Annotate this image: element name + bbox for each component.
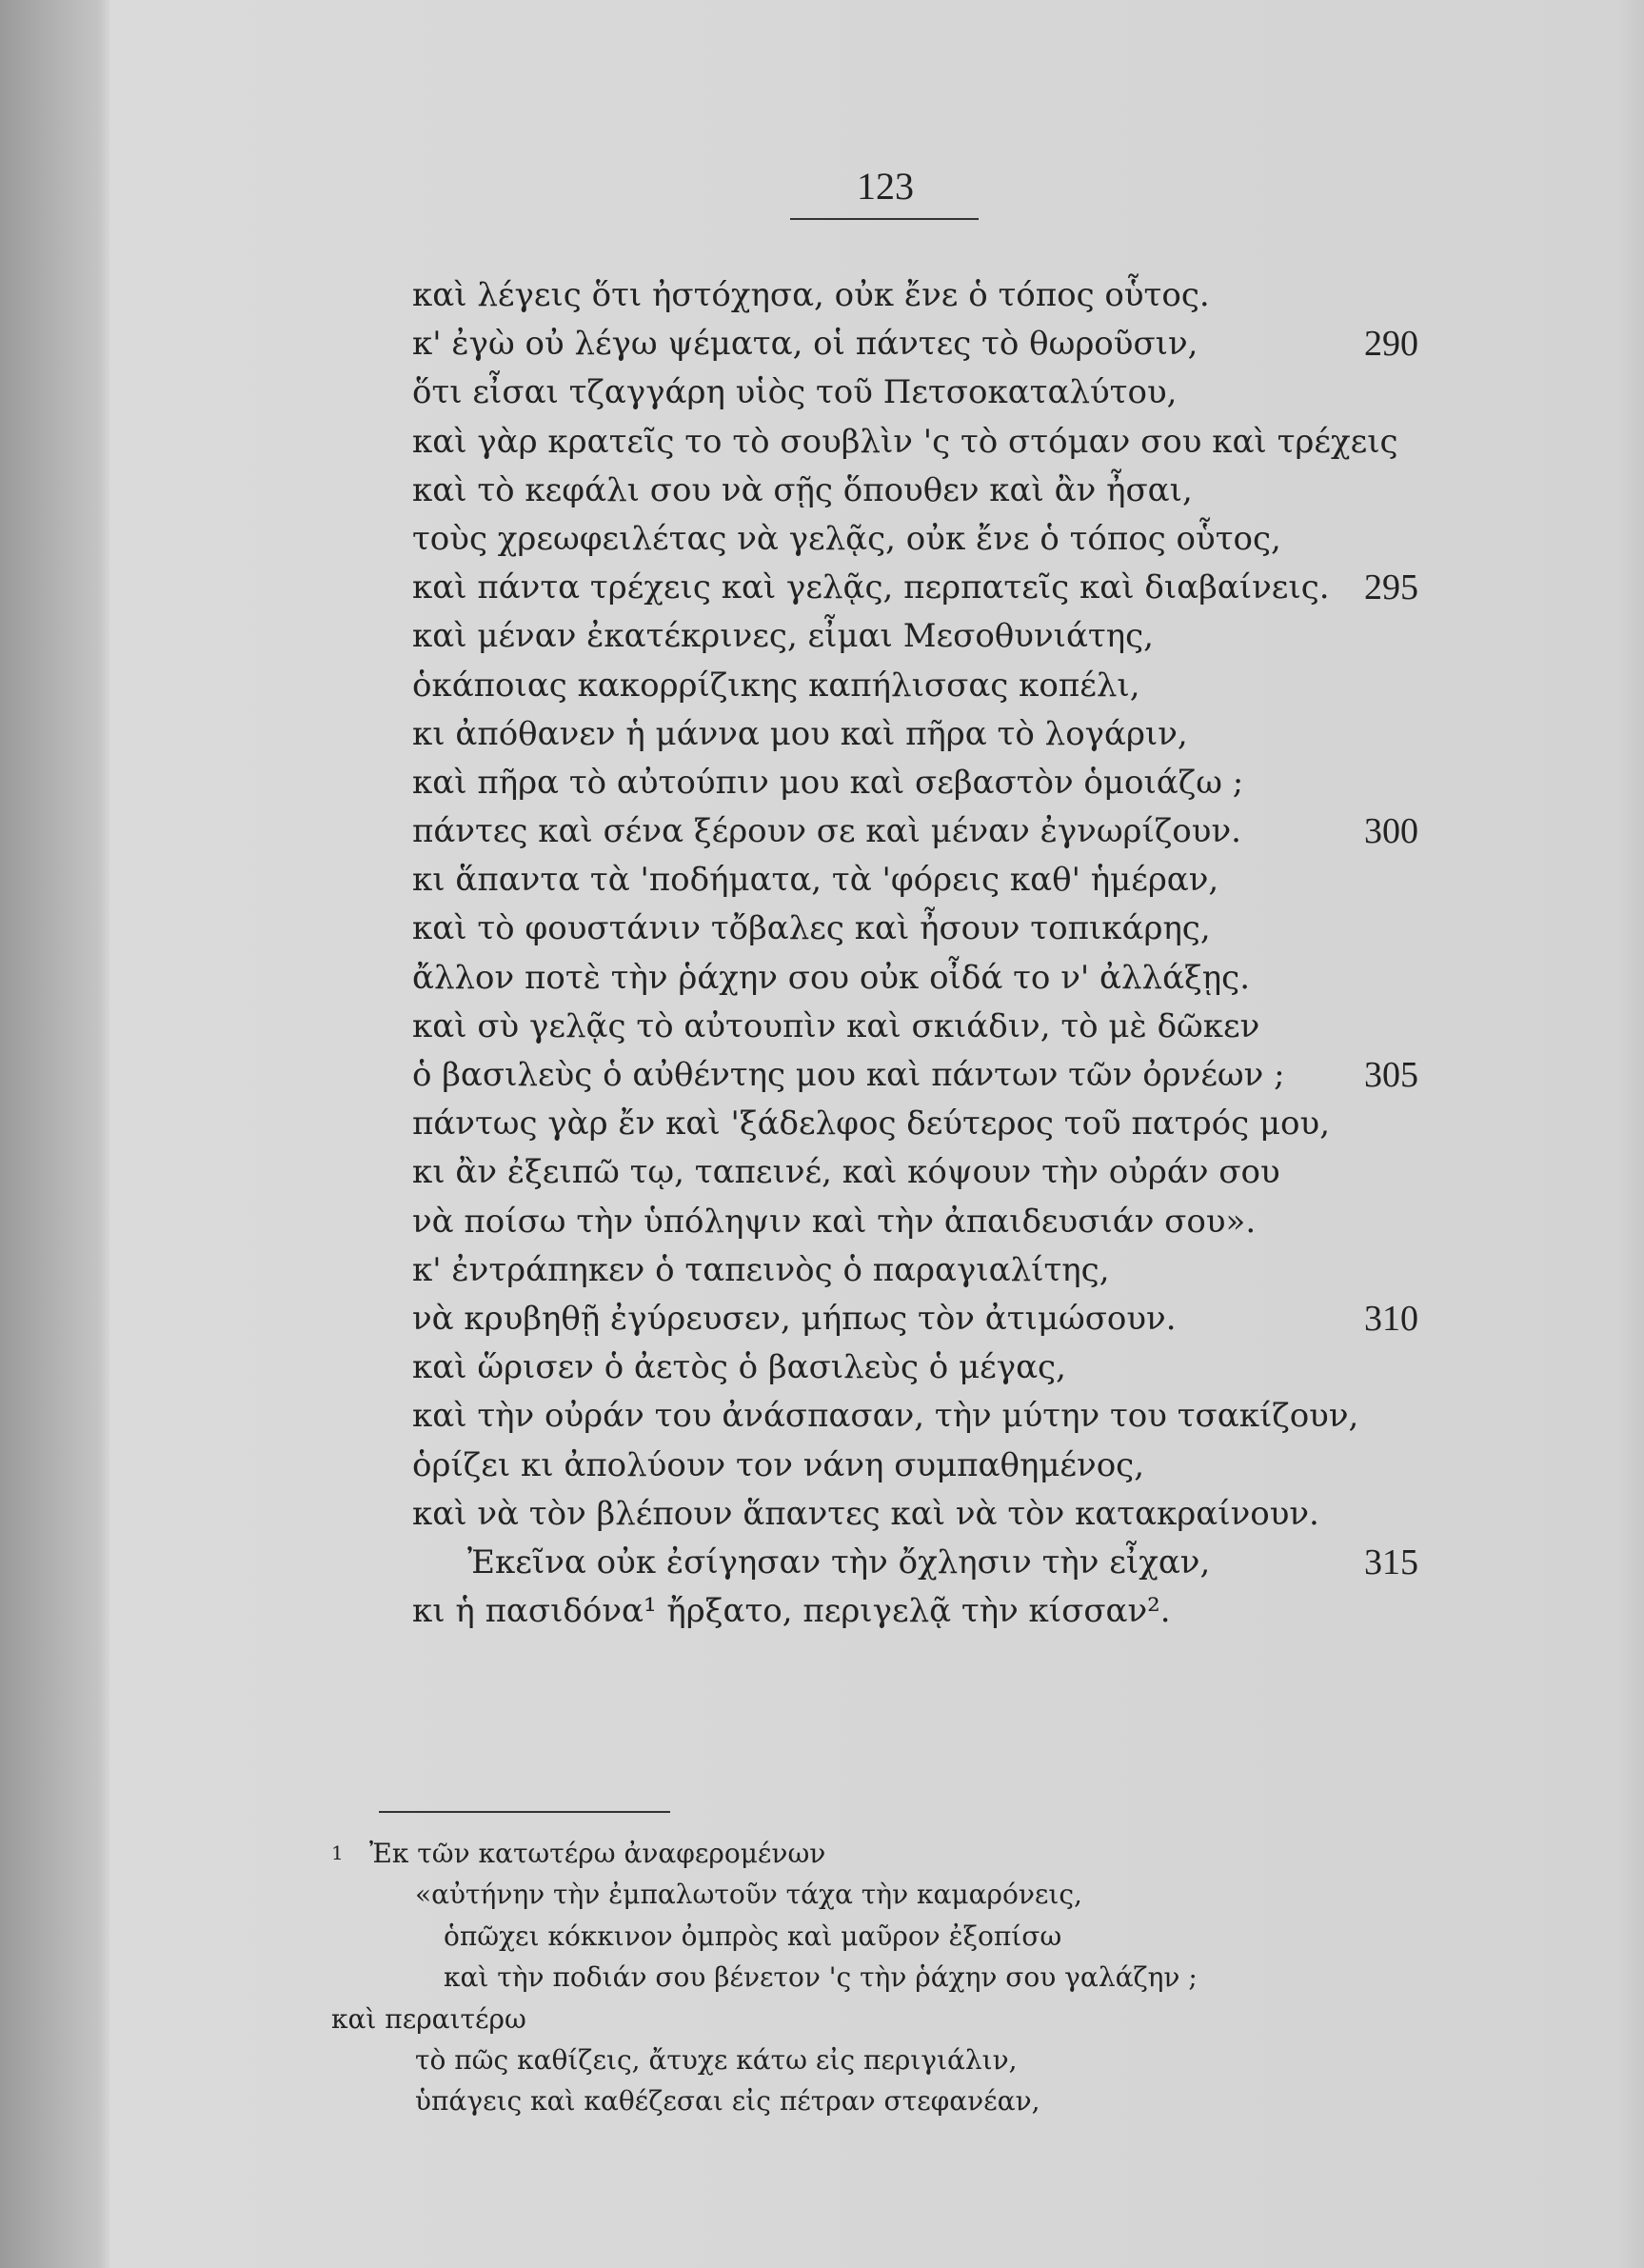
footnote-line (331, 1833, 1474, 1874)
footnote-text: καὶ τὴν ποδιάν σου βένετον 'ς τὴν ῥάχην σου γαλάζην ; (444, 1961, 1198, 1994)
verse-line (412, 1539, 1555, 1587)
footnotes (331, 1833, 1474, 2122)
verse-text: κι ἀπόθανεν ἡ μάννα μου καὶ πῆρα τὸ λογάριν, (412, 714, 1188, 753)
line-number: 290 (1364, 324, 1418, 365)
verse-line (412, 320, 1555, 368)
verse-text: καὶ τὴν οὐράν του ἀνάσπασαν, τὴν μύτην του τσακίζουν, (412, 1397, 1359, 1436)
verse-line (412, 905, 1555, 953)
verse-line (412, 954, 1555, 1003)
verse-text: κι ἂν ἐξειπῶ τῳ, ταπεινέ, καὶ κόψουν τὴν οὐράν σου (412, 1153, 1280, 1192)
verse-text: ἄλλον ποτὲ τὴν ῥάχην σου οὐκ οἶδά το ν' ἀλλάξῃς. (412, 958, 1250, 997)
footnote-line (331, 1874, 1474, 1915)
verse-text: καὶ πάντα τρέχεις καὶ γελᾷς, περπατεῖς καὶ διαβαίνεις. (412, 568, 1330, 607)
verse-text: πάντως γὰρ ἔν καὶ 'ξάδελφος δεύτερος τοῦ πατρός μου, (412, 1104, 1331, 1144)
verse-line (412, 1587, 1555, 1636)
footnote-text: καὶ περαιτέρω (331, 2002, 526, 2035)
verse-text: καὶ ὥρισεν ὁ ἀετὸς ὁ βασιλεὺς ὁ μέγας, (412, 1348, 1066, 1387)
verse-line (412, 1490, 1555, 1539)
line-number: 295 (1364, 567, 1418, 608)
verse-line (412, 710, 1555, 759)
verse-line (412, 515, 1555, 564)
footnote-line (331, 1957, 1474, 1998)
verse-text: Ἐκεῖνα οὐκ ἐσίγησαν τὴν ὄχλησιν τὴν εἶχαν, (467, 1542, 1211, 1582)
page-number: 123 (857, 165, 914, 208)
footnote-marker: 1 (331, 1841, 344, 1864)
verse-text: ὁ βασιλεὺς ὁ αὐθέντης μου καὶ πάντων τῶν ὀρνέων ; (412, 1056, 1285, 1094)
verse-line (412, 612, 1555, 661)
footnote-line (331, 1999, 1474, 2039)
verse-line (412, 1003, 1555, 1051)
verse-line (412, 1295, 1555, 1343)
footnote-line (331, 2080, 1474, 2121)
verse-text: κι ἅπαντα τὰ 'ποδήματα, τὰ 'φόρεις καθ' ἡμέραν, (412, 861, 1219, 900)
verse-line (412, 1051, 1555, 1100)
verse-line (412, 1343, 1555, 1392)
line-number: 300 (1364, 811, 1418, 852)
footnote-text: ὑπάγεις καὶ καθέζεσαι εἰς πέτραν στεφανέαν, (415, 2085, 1040, 2118)
footnote-line (331, 2039, 1474, 2080)
footnote-text: τὸ πῶς καθίζεις, ἄτυχε κάτω εἰς περιγιάλιν, (415, 2043, 1018, 2076)
verse-text: ὅτι εἶσαι τζαγγάρη υἱὸς τοῦ Πετσοκαταλύτου, (412, 373, 1178, 412)
verse-line (412, 1442, 1555, 1490)
verse-line (412, 1148, 1555, 1197)
verse-text: νὰ ποίσω τὴν ὑπόληψιν καὶ τὴν ἀπαιδευσιάν σου». (412, 1202, 1257, 1241)
verse-line (412, 807, 1555, 856)
verse-text: καὶ νὰ τὸν βλέπουν ἅπαντες καὶ νὰ τὸν κατακραίνουν. (412, 1494, 1319, 1533)
verse-text: καὶ τὸ κεφάλι σου νὰ σῇς ὅπουθεν καὶ ἂν ἦσαι, (412, 470, 1193, 509)
verse-line (412, 1392, 1555, 1441)
verse-line (412, 467, 1555, 515)
verse-text: καὶ σὺ γελᾷς τὸ αὐτουπὶν καὶ σκιάδιν, τὸ μὲ δῶκεν (412, 1006, 1260, 1045)
verse-line (412, 271, 1555, 320)
verse-line (412, 759, 1555, 807)
footnote-text: «αὐτήνην τὴν ἐμπαλωτοῦν τάχα τὴν καμαρόνεις, (415, 1879, 1082, 1911)
verse-text: καὶ λέγεις ὅτι ἠστόχησα, οὐκ ἔνε ὁ τόπος οὗτος. (412, 276, 1210, 314)
verse-line (412, 662, 1555, 710)
verse-line (412, 1198, 1555, 1246)
verse-text: καὶ τὸ φουστάνιν τὄβαλες καὶ ἦσουν τοπικάρης, (412, 909, 1211, 948)
verse-text: νὰ κρυβηθῇ ἐγύρευσεν, μήπως τὸν ἀτιμώσουν. (412, 1299, 1177, 1338)
verse-line (412, 1100, 1555, 1148)
verse-line (412, 856, 1555, 905)
verse-text: κι ἡ πασιδόνα¹ ἤρξατο, περιγελᾷ τὴν κίσσαν². (412, 1592, 1171, 1631)
verse-text: τοὺς χρεωφειλέτας νὰ γελᾷς, οὐκ ἔνε ὁ τόπος οὗτος, (412, 519, 1281, 558)
footnote-rule (379, 1811, 670, 1813)
line-number: 315 (1364, 1542, 1418, 1582)
footnote-line (331, 1916, 1474, 1957)
verse-text: ὁκάποιας κακορρίζικης καπήλισσας κοπέλι, (412, 666, 1140, 705)
verse-block (412, 271, 1555, 1636)
verse-text: πάντες καὶ σένα ξέρουν σε καὶ μέναν ἐγνωρίζουν. (412, 812, 1241, 851)
verse-text: καὶ γὰρ κρατεῖς το τὸ σουβλὶν 'ς τὸ στόμαν σου καὶ τρέχεις (412, 422, 1398, 461)
verse-line (412, 1246, 1555, 1295)
header-rule (790, 218, 979, 220)
verse-line (412, 368, 1555, 417)
footnote-text: ὁπῶχει κόκκινον ὀμπρὸς καὶ μαῦρον ἐξοπίσω (444, 1920, 1062, 1952)
footnote-text: Ἐκ τῶν κατωτέρω ἀναφερομένων (369, 1838, 826, 1869)
verse-text: καὶ μέναν ἐκατέκρινες, εἶμαι Μεσοθυνιάτης, (412, 617, 1154, 656)
line-number: 305 (1364, 1055, 1418, 1095)
verse-line (412, 564, 1555, 612)
verse-line (412, 418, 1555, 467)
line-number: 310 (1364, 1298, 1418, 1339)
verse-text: κ' ἐντράπηκεν ὁ ταπεινὸς ὁ παραγιαλίτης, (412, 1250, 1110, 1289)
verse-text: καὶ πῆρα τὸ αὐτούπιν μου καὶ σεβαστὸν ὁμοιάζω ; (412, 763, 1244, 802)
page-gutter-shadow (0, 0, 109, 2268)
verse-text: κ' ἐγὼ οὐ λέγω ψέματα, οἱ πάντες τὸ θωροῦσιν, (412, 325, 1198, 364)
verse-text: ὁρίζει κι ἀπολύουν τον νάνη συμπαθημένος, (412, 1445, 1145, 1484)
